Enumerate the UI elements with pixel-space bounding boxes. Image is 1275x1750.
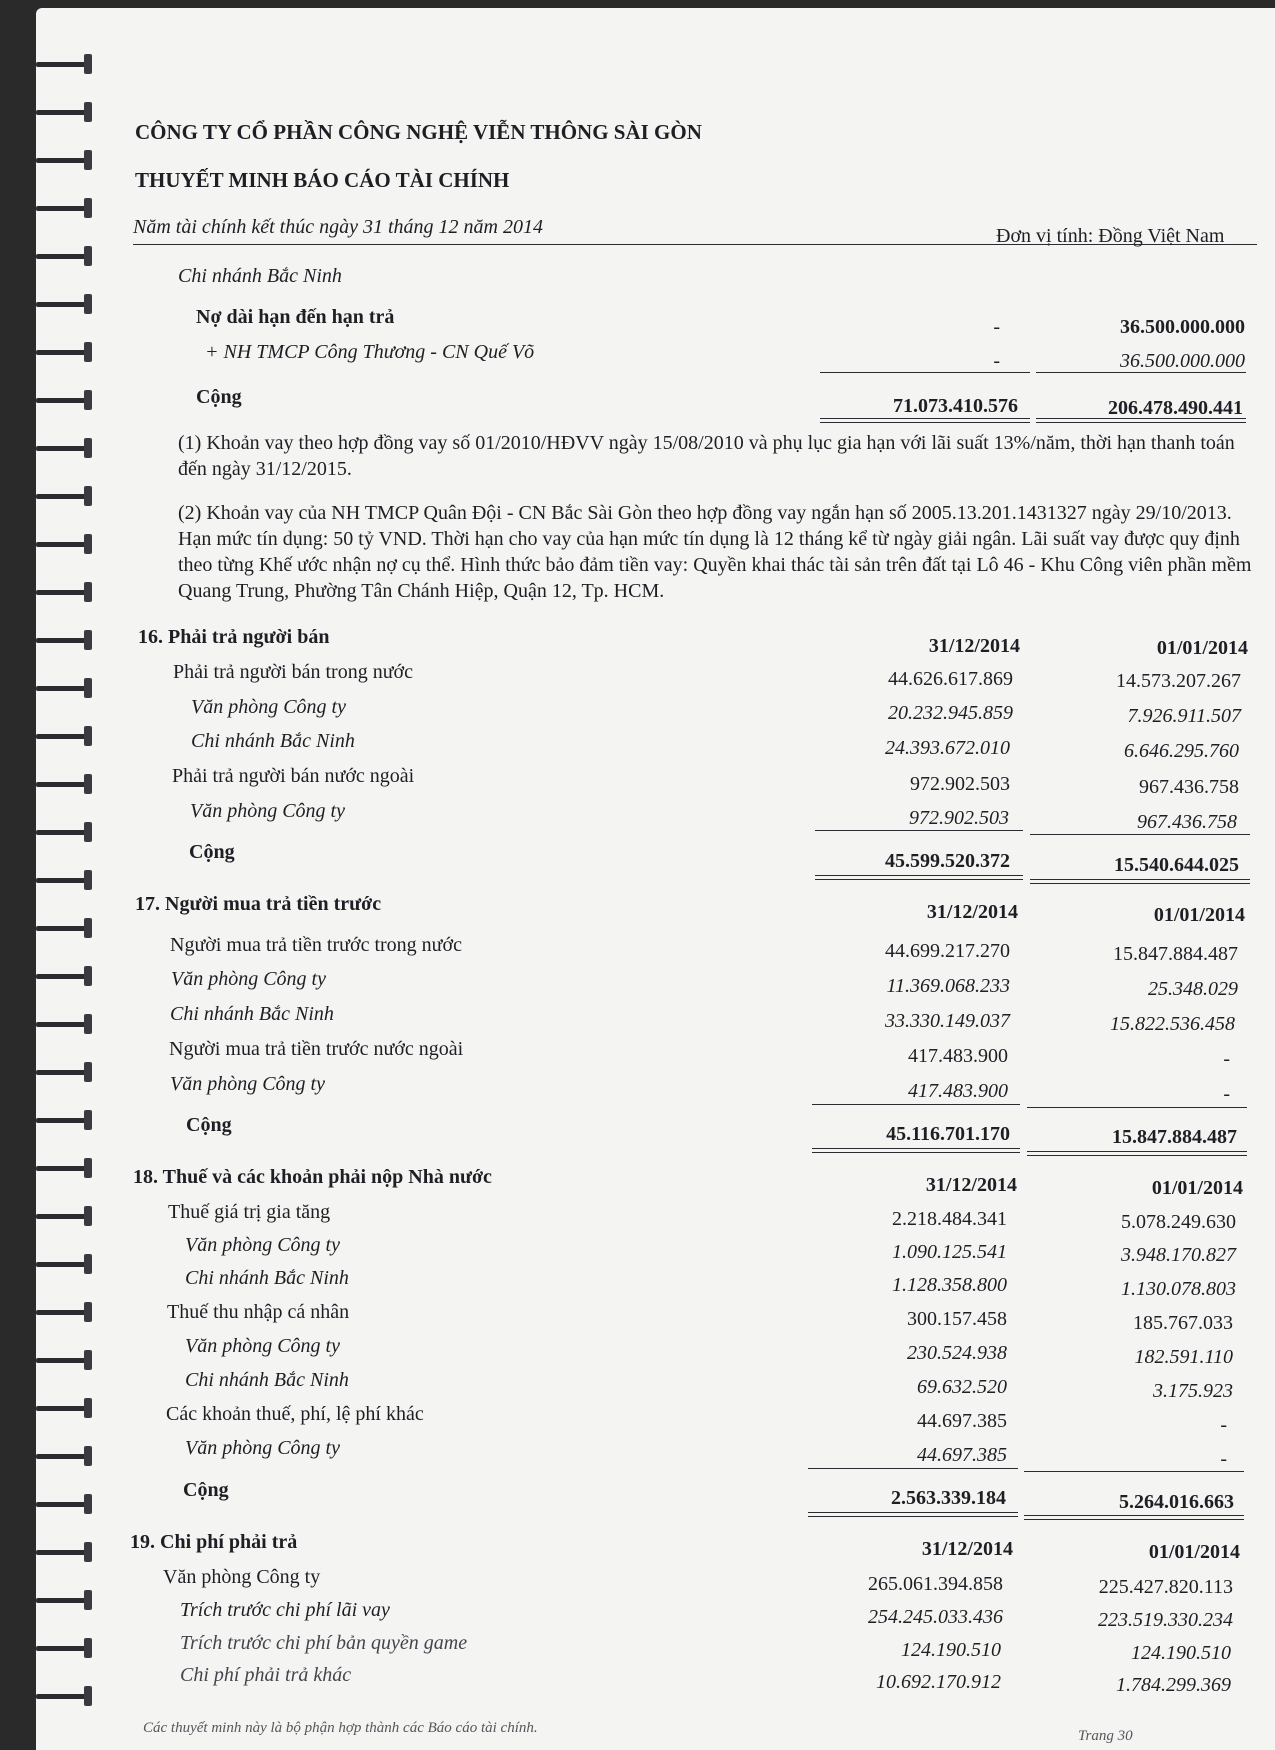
s19-row-2014: 265.061.394.858 xyxy=(868,1573,1003,1595)
s17-row-2014: 44.699.217.270 xyxy=(885,940,1010,962)
binding-ring xyxy=(36,198,98,220)
binding-ring xyxy=(36,1254,98,1276)
s19-row-2013: 225.427.820.113 xyxy=(1098,1576,1233,1598)
subtotal-rule xyxy=(1030,834,1250,835)
s17-row-2014: 33.330.149.037 xyxy=(885,1010,1010,1032)
s18-row-label: Văn phòng Công ty xyxy=(185,1335,340,1357)
s18-row-label: Văn phòng Công ty xyxy=(185,1234,340,1256)
section-16-title: 16. Phải trả người bán xyxy=(138,626,330,648)
fiscal-period: Năm tài chính kết thúc ngày 31 tháng 12 năm 2014 xyxy=(133,216,543,238)
binding-ring xyxy=(36,1542,98,1564)
s19-row-2014: 124.190.510 xyxy=(901,1639,1001,1661)
bank-2013: 36.500.000.000 xyxy=(1120,350,1245,372)
currency-unit: Đơn vị tính: Đồng Việt Nam xyxy=(996,225,1225,247)
spiral-binding xyxy=(36,40,106,1740)
s18-row-2014: 44.697.385 xyxy=(917,1444,1007,1466)
binding-ring xyxy=(36,246,98,268)
s17-row-2014: 417.483.900 xyxy=(908,1045,1008,1067)
section-18-title: 18. Thuế và các khoản phải nộp Nhà nước xyxy=(133,1166,492,1188)
s18-row-label: Thuế thu nhập cá nhân xyxy=(167,1301,350,1323)
subtotal-rule xyxy=(1024,1471,1244,1472)
s16-row-2014: 972.902.503 xyxy=(910,773,1010,795)
binding-ring xyxy=(36,582,98,604)
s18-row-2014: 2.218.484.341 xyxy=(892,1208,1007,1230)
subtotal-rule xyxy=(815,830,1023,831)
loan-note-2: (2) Khoản vay của NH TMCP Quân Đội - CN Bắc Sài Gòn theo hợp đồng vay ngắn hạn số 2005.13.201.1431327 ngày 29/10/2013. Hạn mức tín dụng: 50 tỷ VND. Thời hạn cho vay của hạn mức tín dụng là 12 tháng kể từ ngày giải ngân. Lãi suất vay được quy định theo từng Khế ước nhận nợ cụ thể. Hình thức bảo đảm tiền vay: Quyền khai thác tài sản trên đất tại Lô 46 - Khu Công viên phần mềm Quang Trung, Phường Tân Chánh Hiệp, Quận 12, Tp. HCM. xyxy=(178,502,1252,602)
s16-row-2013: 14.573.207.267 xyxy=(1116,670,1241,692)
s19-row-2014: 10.692.170.912 xyxy=(876,1671,1001,1693)
binding-ring xyxy=(36,870,98,892)
binding-ring xyxy=(36,1590,98,1612)
binding-ring xyxy=(36,1398,98,1420)
s16-row-2013: 6.646.295.760 xyxy=(1124,740,1239,762)
binding-ring xyxy=(36,1350,98,1372)
page-number: Trang 30 xyxy=(1078,1728,1133,1744)
binding-ring xyxy=(36,1494,98,1516)
total-double-rule xyxy=(808,1512,1018,1517)
s16-row-label: Phải trả người bán trong nước xyxy=(173,661,414,683)
binding-ring xyxy=(36,486,98,508)
s18-row-2013: 1.130.078.803 xyxy=(1121,1278,1236,1300)
branch-line: Chi nhánh Bắc Ninh xyxy=(178,265,342,287)
due-debt-label: Nợ dài hạn đến hạn trả xyxy=(196,306,395,328)
s16-row-2014: 20.232.945.859 xyxy=(888,702,1013,724)
s16-col-2013: 01/01/2014 xyxy=(1156,637,1248,659)
binding-ring xyxy=(36,1206,98,1228)
s18-row-label: Chi nhánh Bắc Ninh xyxy=(185,1369,349,1391)
s19-row-label: Trích trước chi phí bản quyền game xyxy=(180,1632,468,1654)
subtotal-rule xyxy=(808,1468,1018,1469)
footer-note: Các thuyết minh này là bộ phận hợp thành các Báo cáo tài chính. xyxy=(143,1720,538,1736)
s18-total-2014: 2.563.339.184 xyxy=(891,1487,1006,1509)
binding-ring xyxy=(36,1446,98,1468)
s18-row-2014: 1.090.125.541 xyxy=(892,1241,1007,1263)
binding-ring xyxy=(36,1686,98,1708)
s18-total-label: Cộng xyxy=(183,1479,229,1501)
s18-row-2013: 3.948.170.827 xyxy=(1121,1244,1236,1266)
subtotal-rule xyxy=(1036,372,1246,373)
s17-row-label: Chi nhánh Bắc Ninh xyxy=(170,1003,334,1025)
binding-ring xyxy=(36,966,98,988)
s18-row-2014: 44.697.385 xyxy=(917,1410,1007,1432)
binding-ring xyxy=(36,534,98,556)
loans-total-2014: 71.073.410.576 xyxy=(893,395,1018,417)
s17-col-2014: 31/12/2014 xyxy=(926,901,1018,923)
binding-ring xyxy=(36,294,98,316)
total-double-rule xyxy=(1027,1151,1247,1156)
s19-row-2013: 223.519.330.234 xyxy=(1098,1609,1233,1631)
s17-row-2013: 25.348.029 xyxy=(1148,978,1238,1000)
s18-row-2013: - xyxy=(1220,1448,1227,1470)
binding-ring xyxy=(36,1014,98,1036)
s16-row-2014: 44.626.617.869 xyxy=(888,668,1013,690)
s19-row-2013: 1.784.299.369 xyxy=(1116,1674,1231,1696)
loans-total-2013: 206.478.490.441 xyxy=(1108,397,1243,419)
total-double-rule xyxy=(820,418,1030,423)
s18-row-2014: 1.128.358.800 xyxy=(892,1274,1007,1296)
s18-row-2013: 182.591.110 xyxy=(1134,1346,1233,1368)
s19-col-2013: 01/01/2014 xyxy=(1148,1541,1240,1563)
s17-col-2013: 01/01/2014 xyxy=(1153,904,1245,926)
header-rule xyxy=(133,244,1257,245)
binding-ring xyxy=(36,918,98,940)
s18-row-2014: 230.524.938 xyxy=(907,1342,1007,1364)
s18-row-label: Chi nhánh Bắc Ninh xyxy=(185,1267,349,1289)
binding-ring xyxy=(36,342,98,364)
s18-total-2013: 5.264.016.663 xyxy=(1119,1491,1234,1513)
total-double-rule xyxy=(1030,879,1250,884)
s19-row-label: Chi phí phải trả khác xyxy=(180,1664,352,1686)
s16-row-label: Chi nhánh Bắc Ninh xyxy=(191,730,355,752)
loans-total-label: Cộng xyxy=(196,386,242,408)
s16-total-2014: 45.599.520.372 xyxy=(885,850,1010,872)
binding-ring xyxy=(36,1302,98,1324)
s18-row-2014: 69.632.520 xyxy=(917,1376,1007,1398)
binding-ring xyxy=(36,1158,98,1180)
s18-row-2014: 300.157.458 xyxy=(907,1308,1007,1330)
company-name: CÔNG TY CỔ PHẦN CÔNG NGHỆ VIỄN THÔNG SÀI GÒN xyxy=(135,120,702,144)
s18-row-label: Thuế giá trị gia tăng xyxy=(168,1201,331,1223)
s16-total-label: Cộng xyxy=(189,841,235,863)
s16-row-2014: 24.393.672.010 xyxy=(885,737,1010,759)
s16-row-label: Phải trả người bán nước ngoài xyxy=(172,765,415,787)
s19-row-label: Văn phòng Công ty xyxy=(163,1566,321,1588)
binding-ring xyxy=(36,390,98,412)
binding-ring xyxy=(36,678,98,700)
s16-row-2013: 967.436.758 xyxy=(1137,811,1237,833)
s18-row-2013: 5.078.249.630 xyxy=(1121,1211,1236,1233)
binding-ring xyxy=(36,150,98,172)
s17-row-2013: 15.847.884.487 xyxy=(1113,943,1238,965)
total-double-rule xyxy=(1024,1515,1244,1520)
section-17-title: 17. Người mua trả tiền trước xyxy=(135,893,382,915)
s16-row-label: Văn phòng Công ty xyxy=(191,696,346,718)
s17-row-label: Người mua trả tiền trước nước ngoài xyxy=(169,1038,464,1060)
binding-ring xyxy=(36,630,98,652)
s19-col-2014: 31/12/2014 xyxy=(921,1538,1013,1560)
total-double-rule xyxy=(1036,418,1246,423)
s17-row-label: Văn phòng Công ty xyxy=(170,1073,325,1095)
s17-total-label: Cộng xyxy=(186,1114,232,1136)
s18-col-2014: 31/12/2014 xyxy=(925,1174,1017,1196)
s16-col-2014: 31/12/2014 xyxy=(928,635,1020,657)
subtotal-rule xyxy=(812,1104,1020,1105)
s18-col-2013: 01/01/2014 xyxy=(1151,1177,1243,1199)
binding-ring xyxy=(36,822,98,844)
subtotal-rule xyxy=(1027,1107,1247,1108)
s17-row-label: Văn phòng Công ty xyxy=(171,968,326,990)
s16-row-2014: 972.902.503 xyxy=(909,807,1009,829)
s18-row-label: Các khoản thuế, phí, lệ phí khác xyxy=(166,1403,424,1425)
s16-row-2013: 7.926.911.507 xyxy=(1127,705,1241,727)
s17-row-2014: 11.369.068.233 xyxy=(886,975,1010,997)
s17-row-2013: - xyxy=(1223,1048,1230,1070)
total-double-rule xyxy=(815,875,1023,880)
s17-total-2014: 45.116.701.170 xyxy=(886,1123,1010,1145)
loan-note-1: (1) Khoản vay theo hợp đồng vay số 01/2010/HĐVV ngày 15/08/2010 và phụ lục gia hạn với lãi suất 13%/năm, thời hạn thanh toán đến ngày 31/12/2015. xyxy=(178,432,1235,480)
s19-row-2013: 124.190.510 xyxy=(1131,1642,1231,1664)
section-19-title: 19. Chi phí phải trả xyxy=(130,1531,298,1553)
binding-ring xyxy=(36,774,98,796)
binding-ring xyxy=(36,102,98,124)
s18-row-2013: 3.175.923 xyxy=(1153,1380,1233,1402)
bank-label: + NH TMCP Công Thương - CN Quế Võ xyxy=(205,341,535,363)
due-debt-2013: 36.500.000.000 xyxy=(1120,316,1245,338)
s16-row-label: Văn phòng Công ty xyxy=(190,800,345,822)
binding-ring xyxy=(36,1110,98,1132)
total-double-rule xyxy=(812,1148,1020,1153)
binding-ring xyxy=(36,438,98,460)
subtotal-rule xyxy=(820,372,1030,373)
document-title: THUYẾT MINH BÁO CÁO TÀI CHÍNH xyxy=(135,168,510,192)
s17-row-2013: - xyxy=(1223,1083,1230,1105)
s18-row-2013: 185.767.033 xyxy=(1133,1312,1233,1334)
binding-ring xyxy=(36,1638,98,1660)
s17-row-label: Người mua trả tiền trước trong nước xyxy=(170,934,462,956)
s17-row-2013: 15.822.536.458 xyxy=(1110,1013,1235,1035)
s17-row-2014: 417.483.900 xyxy=(908,1080,1008,1102)
s19-row-2014: 254.245.033.436 xyxy=(868,1606,1003,1628)
binding-ring xyxy=(36,726,98,748)
bank-2014: - xyxy=(993,350,1000,372)
binding-ring xyxy=(36,54,98,76)
s19-row-label: Trích trước chi phí lãi vay xyxy=(180,1599,390,1621)
due-debt-2014: - xyxy=(993,316,1000,338)
binding-ring xyxy=(36,1062,98,1084)
s16-row-2013: 967.436.758 xyxy=(1139,776,1239,798)
s17-total-2013: 15.847.884.487 xyxy=(1112,1126,1237,1148)
s18-row-2013: - xyxy=(1220,1414,1227,1436)
s16-total-2013: 15.540.644.025 xyxy=(1114,854,1239,876)
s18-row-label: Văn phòng Công ty xyxy=(185,1437,340,1459)
